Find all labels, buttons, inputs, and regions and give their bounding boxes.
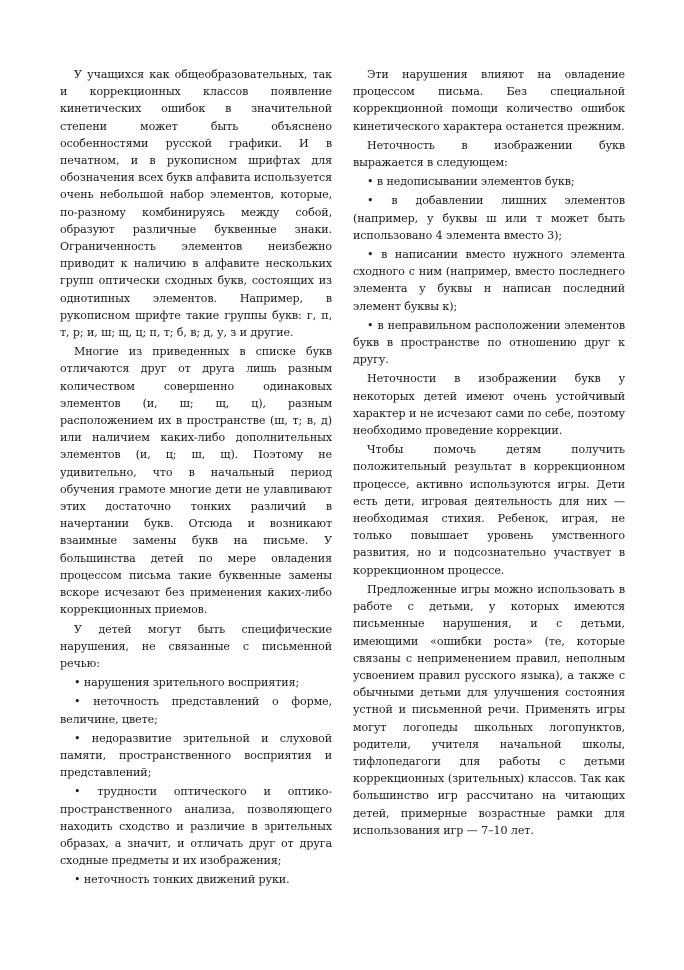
list-item-shape-size-color: • неточность представлений о форме, величине, цвете; — [60, 695, 332, 726]
list-item-extra-elements: • в добавлении лишних элементов (например, у буквы ш или т может быть использовано 4 элемента вместо 3); — [353, 194, 625, 242]
paragraph-specific-disorders-intro: У детей могут быть специфические нарушения, не связанные с письменной речью: — [60, 622, 332, 670]
paragraph-letter-differences: Многие из приведенных в списке букв отличаются друг от друга лишь разным количеством совершенно одинаковых элементов (и, ш; щ, ц), разным расположением их в пространстве (ш, т; в, д) или наличием каких-либо дополнительных элементов (и, ц; ш, щ). Поэтому не удивительно, что в начальный период обучения грамоте многие дети не улавливают этих достаточно тонких различий в начертании букв. Отсюда и возникают взаимные замены букв на письме. У большинства детей по мере овладения процессом письма такие буквенные замены вскоре исчезают без применения каких-либо коррекционных приемов. — [60, 345, 332, 617]
left-text-column — [60, 66, 332, 891]
list-item-similar-element: • в написании вместо нужного элемента сходного с ним (например, вместо последнего элемента у буквы н написан последний элемент буквы к); — [353, 248, 625, 313]
list-item-memory: • недоразвитие зрительной и слуховой памяти, пространственного восприятия и представлений; — [60, 731, 332, 780]
paragraph-games-usage: Предложенные игры можно использовать в работе с детьми, у которых имеются письменные нарушения, и с детьми, имеющими «ошибки роста» (те, которые связаны с неприменением правил, неполным усвоением правил русского языка), а также с обычными детьми для улучшения состояния устной и письменной речи. Применять игры могут логопеды школьных логопунктов, родители, учителя начальной школы, тифлопедагоги для работы с детьми коррекционных (зрительных) классов. Так как большинство игр рассчитано на читающих детей, примерные возрастные рамки для использования игр — 7–10 лет. — [353, 582, 625, 837]
paragraph-stable-errors: Неточности в изображении букв у некоторых детей имеют очень устойчивый характер и не исчезают сами по себе, поэтому необходимо проведение коррекции. — [353, 372, 625, 438]
list-item-spatial-analysis: • трудности оптического и оптико-пространственного анализа, позволяющего находить сходство и различие в зрительных образах, а значит, и отличать друг от друга сходные предметы и их изображения; — [60, 785, 332, 868]
paragraph-inaccuracy-intro: Неточность в изображении букв выражается в следующем: — [353, 138, 625, 170]
list-item-visual-perception: • нарушения зрительного восприятия; — [74, 676, 300, 690]
list-item-fine-motor: • неточность тонких движений руки. — [74, 873, 290, 887]
paragraph-impact-on-writing: Эти нарушения влияют на овладение процессом письма. Без специальной коррекционной помощи количество ошибок кинетического характера останется прежним. — [353, 68, 625, 133]
list-item-incomplete-elements: • в недописывании элементов букв; — [367, 175, 575, 189]
paragraph-russian-graphics: У учащихся как общеобразовательных, так и коррекционных классов появление кинетических ошибок в значительной степени может быть объяснено особенностями русской графики. И в печатном, и в рукописном шрифтах для обозначения всех букв алфавита используется очень небольшой набор элементов, которые, по-разному комбинируясь между собой, образуют различные буквенные знаки. Ограниченность элементов неизбежно приводит к наличию в алфавите нескольких групп оптически сходных букв, состоящих из однотипных элементов. Например, в рукописном шрифте такие группы букв: г, п, т, р; и, ш; щ, ц; п, т; б, в; д, у, з и другие. — [60, 68, 332, 340]
right-text-column — [353, 66, 625, 841]
list-item-wrong-placement: • в неправильном расположении элементов букв в пространстве по отношению друг к другу. — [353, 318, 625, 367]
paragraph-games-help: Чтобы помочь детям получить положительный результат в коррекционном процессе, активно используются игры. Дети есть дети, игровая деятельность для них — необходимая стихия. Ребенок, играя, не только повышает уровень умственного развития, но и подсознательно участвует в коррекционном процессе. — [353, 443, 625, 577]
